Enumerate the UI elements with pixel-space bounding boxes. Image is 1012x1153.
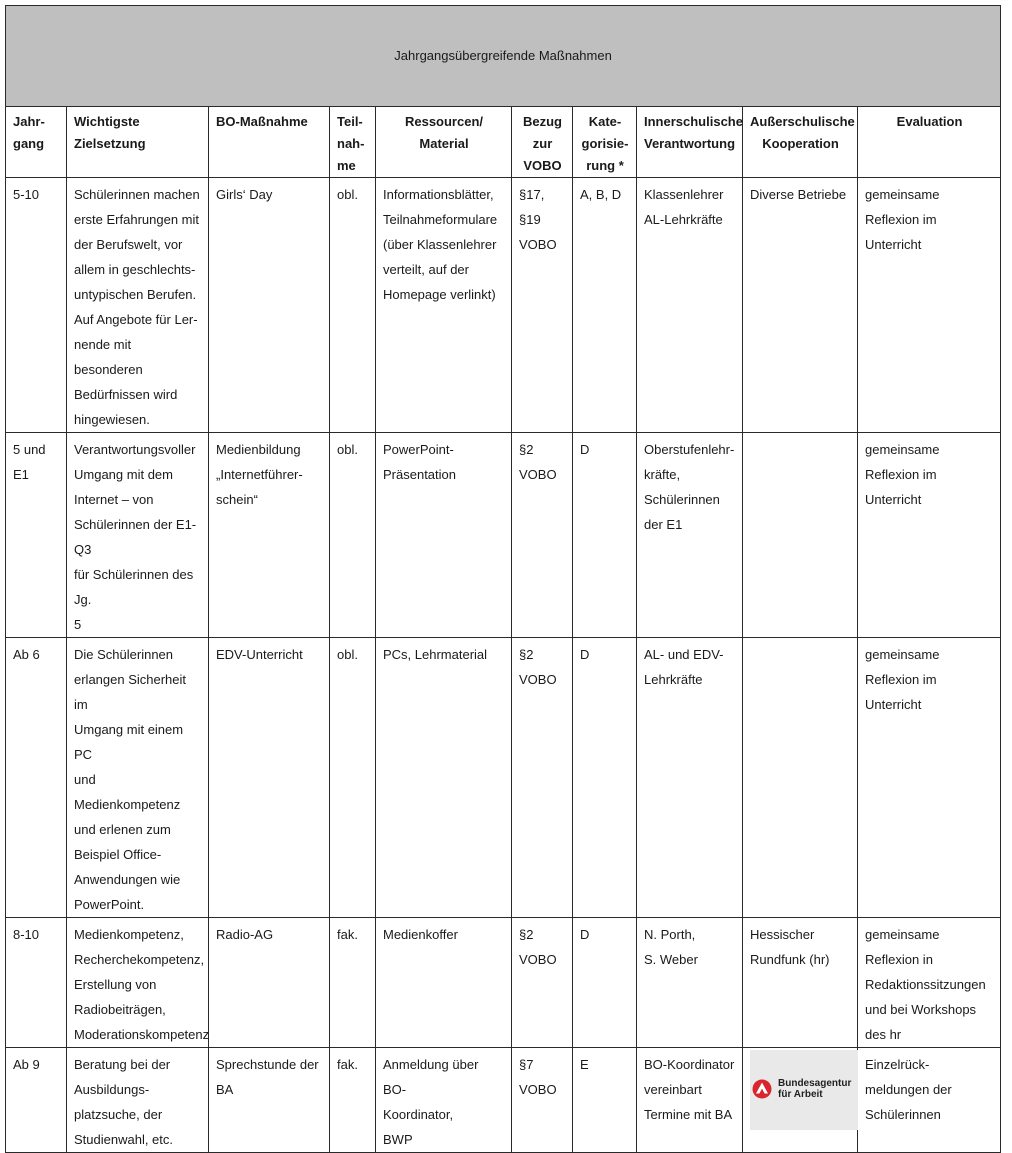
cell-line: Girls‘ Day xyxy=(216,187,273,202)
header-evaluation xyxy=(858,107,1001,178)
cell-line: Ausbildungs- xyxy=(74,1082,150,1097)
cell-line: nende mit besonderen xyxy=(74,337,143,377)
cell-line: §2 xyxy=(519,442,534,457)
cell-ausserschulisch xyxy=(743,433,858,638)
cell-line: PowerPoint. xyxy=(74,897,145,912)
cell-line: Medienkoffer xyxy=(383,927,458,942)
cell-line: 5 und E1 xyxy=(13,442,46,482)
cell-line: Studienwahl, etc. xyxy=(74,1132,174,1147)
cell-line: Die Schülerinnen xyxy=(74,647,174,662)
cell-line: allem in geschlechts- xyxy=(74,262,196,277)
header-innerschulisch xyxy=(637,107,743,178)
cell-line: A, B, D xyxy=(580,187,622,202)
cell-line: Informationsblätter, xyxy=(383,187,494,202)
cell-ausserschulisch xyxy=(743,178,858,433)
cell-line: Termine mit BA xyxy=(644,1107,733,1122)
cell-line: VOBO xyxy=(519,467,557,482)
cell-line: und Medienkompetenz xyxy=(74,772,181,812)
table-row xyxy=(6,638,1001,918)
header-zielsetzung xyxy=(67,107,209,178)
cell-line: Unterricht xyxy=(865,492,922,507)
logo-line-2: für Arbeit xyxy=(778,1089,823,1100)
cell-line: gemeinsame xyxy=(865,442,940,457)
cell-line: Präsentation xyxy=(383,467,456,482)
cell-ressourcen xyxy=(376,433,512,638)
cell-line: Schülerinnen der E1-Q3 xyxy=(74,517,197,557)
cell-line: der Berufswelt, vor xyxy=(74,237,183,252)
cell-teilnahme xyxy=(330,178,376,433)
cell-line: Homepage verlinkt) xyxy=(383,287,496,302)
cell-line: 8-10 xyxy=(13,927,40,942)
cell-line: Umgang mit einem PC xyxy=(74,722,184,762)
cell-line: Anwendungen wie xyxy=(74,872,181,887)
cell-line: „Internetführer- xyxy=(216,467,303,482)
cell-line: §2 xyxy=(519,647,534,662)
cell-line: Reflexion im xyxy=(865,672,937,687)
cell-line: kräfte, xyxy=(644,467,681,482)
cell-line: §7 xyxy=(519,1057,534,1072)
header-line: BO-Maßnahme xyxy=(216,114,308,129)
bundesagentur-arrow-icon xyxy=(752,1079,772,1099)
cell-line: Rundfunk (hr) xyxy=(750,952,830,967)
cell-line: Radiobeiträgen, xyxy=(74,1002,166,1017)
cell-zielsetzung xyxy=(67,178,209,433)
cell-line: und bei Workshops xyxy=(865,1002,977,1017)
cell-line: Recherchekompetenz, xyxy=(74,952,205,967)
cell-line: BO-Koordinator xyxy=(644,1057,735,1072)
cell-line: gemeinsame xyxy=(865,927,940,942)
cell-line: des hr xyxy=(865,1027,902,1042)
cell-line: Beispiel Office- xyxy=(74,847,162,862)
cell-bezug-vobo xyxy=(512,918,573,1048)
cell-line: Ab 9 xyxy=(13,1057,40,1072)
cell-line: und erlenen zum xyxy=(74,822,171,837)
cell-line: Unterricht xyxy=(865,237,922,252)
header-kategorisierung xyxy=(573,107,637,178)
cell-line: 5-10 xyxy=(13,187,40,202)
cell-line: D xyxy=(580,927,590,942)
cell-jahrgang xyxy=(6,178,67,433)
cell-line: schein“ xyxy=(216,492,258,507)
cell-line: für Schülerinnen des Jg. xyxy=(74,567,194,607)
cell-line: Reflexion im xyxy=(865,467,937,482)
cell-line: D xyxy=(580,442,590,457)
cell-innerschulisch xyxy=(637,1048,743,1153)
cell-jahrgang xyxy=(6,918,67,1048)
header-ausserschulisch xyxy=(743,107,858,178)
cell-line: fak. xyxy=(337,1057,358,1072)
cell-kategorisierung xyxy=(573,1048,637,1153)
cell-line: Klassenlehrer xyxy=(644,187,724,202)
cell-zielsetzung xyxy=(67,918,209,1048)
header-line: nah- xyxy=(337,136,365,151)
cell-line: Verantwortungsvoller xyxy=(74,442,196,457)
header-line: Jahr- xyxy=(13,114,45,129)
cell-bo-massnahme xyxy=(209,178,330,433)
cell-line: Medienkompetenz, xyxy=(74,927,184,942)
table-title: Jahrgangsübergreifende Maßnahmen xyxy=(6,6,1001,107)
header-line: zur xyxy=(532,136,553,151)
cell-line: (über Klassenlehrer xyxy=(383,237,497,252)
cell-line: obl. xyxy=(337,647,358,662)
cell-line: AL- und EDV- xyxy=(644,647,724,662)
cell-line: Auf Angebote für Ler- xyxy=(74,312,198,327)
header-bezug-vobo xyxy=(512,107,573,178)
cell-evaluation xyxy=(858,918,1001,1048)
cell-bezug-vobo xyxy=(512,638,573,918)
header-line: gang xyxy=(13,136,45,151)
bundesagentur-logo xyxy=(750,1050,858,1130)
table-row xyxy=(6,178,1001,433)
cell-line: Teilnahmeformulare xyxy=(383,212,498,227)
cell-line: Sprechstunde der xyxy=(216,1057,319,1072)
cell-line: verteilt, auf der xyxy=(383,262,469,277)
cell-line: Umgang mit dem xyxy=(74,467,173,482)
cell-bo-massnahme xyxy=(209,638,330,918)
cell-line: der E1 xyxy=(644,517,683,532)
header-line: Ressourcen/ xyxy=(404,114,484,129)
cell-kategorisierung xyxy=(573,178,637,433)
cell-jahrgang xyxy=(6,1048,67,1153)
cell-line: Einzelrück- xyxy=(865,1057,930,1072)
header-ressourcen xyxy=(376,107,512,178)
header-line: Kate- xyxy=(588,114,622,129)
table-row xyxy=(6,1048,1001,1153)
cell-line: fak. xyxy=(337,927,358,942)
cell-ressourcen xyxy=(376,638,512,918)
cell-zielsetzung xyxy=(67,433,209,638)
cell-evaluation xyxy=(858,1048,1001,1153)
header-line: Bezug xyxy=(523,114,562,129)
header-line: Wichtigste Zielsetzung xyxy=(74,114,146,151)
cell-line: N. Porth, xyxy=(644,927,696,942)
cell-evaluation xyxy=(858,178,1001,433)
cell-line: BWP xyxy=(383,1132,413,1147)
measures-table xyxy=(5,5,1001,1153)
cell-line: Erstellung von xyxy=(74,977,157,992)
header-line: Evaluation xyxy=(896,114,963,129)
cell-line: E xyxy=(580,1057,589,1072)
cell-ressourcen xyxy=(376,178,512,433)
header-bo-massnahme xyxy=(209,107,330,178)
cell-line: D xyxy=(580,647,590,662)
cell-line: hingewiesen. xyxy=(74,412,150,427)
cell-line: Koordinator, xyxy=(383,1107,454,1122)
cell-line: S. Weber xyxy=(644,952,698,967)
cell-line: Anmeldung über BO- xyxy=(383,1057,479,1097)
cell-line: Schülerinnen machen xyxy=(74,187,200,202)
cell-innerschulisch xyxy=(637,433,743,638)
cell-line: VOBO xyxy=(519,237,557,252)
cell-bezug-vobo xyxy=(512,1048,573,1153)
cell-line: Hessischer xyxy=(750,927,815,942)
cell-line: EDV-Unterricht xyxy=(216,647,303,662)
header-line: me xyxy=(337,158,356,173)
cell-line: PCs, Lehrmaterial xyxy=(383,647,488,662)
cell-line: VOBO xyxy=(519,952,557,967)
header-line: VOBO xyxy=(523,158,562,173)
header-row xyxy=(6,107,1001,178)
cell-line: Bedürfnissen wird xyxy=(74,387,178,402)
cell-line: platzsuche, der xyxy=(74,1107,163,1122)
cell-line: VOBO xyxy=(519,672,557,687)
header-teilnahme xyxy=(330,107,376,178)
header-line: Teil- xyxy=(337,114,363,129)
header-line: Verantwortung xyxy=(644,136,736,151)
cell-ausserschulisch xyxy=(743,638,858,918)
cell-line: Lehrkräfte xyxy=(644,672,703,687)
cell-bezug-vobo xyxy=(512,433,573,638)
cell-line: Schülerinnen xyxy=(644,492,720,507)
cell-line: obl. xyxy=(337,442,358,457)
table-row xyxy=(6,433,1001,638)
cell-evaluation xyxy=(858,433,1001,638)
cell-ausserschulisch xyxy=(743,918,858,1048)
cell-line: 5 xyxy=(74,617,82,632)
cell-jahrgang xyxy=(6,638,67,918)
cell-line: gemeinsame xyxy=(865,187,940,202)
table-row xyxy=(6,918,1001,1048)
header-line: Innerschulische xyxy=(644,114,743,129)
cell-kategorisierung xyxy=(573,433,637,638)
cell-line: Oberstufenlehr- xyxy=(644,442,735,457)
header-line: Außerschulische xyxy=(750,114,855,129)
cell-innerschulisch xyxy=(637,918,743,1048)
cell-jahrgang xyxy=(6,433,67,638)
header-line: gorisie- xyxy=(581,136,629,151)
cell-line: Reflexion in xyxy=(865,952,933,967)
cell-line: gemeinsame xyxy=(865,647,940,662)
cell-line: Medienbildung xyxy=(216,442,301,457)
cell-kategorisierung xyxy=(573,638,637,918)
cell-line: erlangen Sicherheit im xyxy=(74,672,187,712)
cell-teilnahme xyxy=(330,1048,376,1153)
document-page xyxy=(5,5,1000,1153)
cell-zielsetzung xyxy=(67,638,209,918)
cell-innerschulisch xyxy=(637,178,743,433)
cell-line: obl. xyxy=(337,187,358,202)
cell-line: Ab 6 xyxy=(13,647,40,662)
cell-line: Reflexion im xyxy=(865,212,937,227)
cell-zielsetzung xyxy=(67,1048,209,1153)
cell-line: BA xyxy=(216,1082,234,1097)
cell-line: Redaktionssitzungen xyxy=(865,977,986,992)
cell-bo-massnahme xyxy=(209,433,330,638)
cell-line: VOBO xyxy=(519,1082,557,1097)
cell-line: untypischen Berufen. xyxy=(74,287,197,302)
cell-line: meldungen der xyxy=(865,1082,952,1097)
cell-teilnahme xyxy=(330,433,376,638)
cell-kategorisierung xyxy=(573,918,637,1048)
header-line: Material xyxy=(419,136,469,151)
cell-line: Radio-AG xyxy=(216,927,274,942)
cell-teilnahme xyxy=(330,918,376,1048)
cell-line: Internet – von xyxy=(74,492,154,507)
cell-innerschulisch xyxy=(637,638,743,918)
cell-line: §17, §19 xyxy=(519,187,545,227)
cell-line: PowerPoint- xyxy=(383,442,454,457)
cell-teilnahme xyxy=(330,638,376,918)
cell-ressourcen xyxy=(376,1048,512,1153)
header-line: rung * xyxy=(586,158,624,173)
cell-evaluation xyxy=(858,638,1001,918)
cell-bo-massnahme xyxy=(209,1048,330,1153)
cell-ausserschulisch xyxy=(743,1048,858,1153)
cell-line: §2 xyxy=(519,927,534,942)
cell-ressourcen xyxy=(376,918,512,1048)
cell-line: Diverse Betriebe xyxy=(750,187,847,202)
cell-line: Unterricht xyxy=(865,697,922,712)
cell-line: AL-Lehrkräfte xyxy=(644,212,723,227)
header-jahrgang xyxy=(6,107,67,178)
header-line: Kooperation xyxy=(762,136,839,151)
cell-bo-massnahme xyxy=(209,918,330,1048)
cell-line: Moderationskompetenz xyxy=(74,1027,210,1042)
cell-line: erste Erfahrungen mit xyxy=(74,212,200,227)
cell-line: Beratung bei der xyxy=(74,1057,171,1072)
cell-line: vereinbart xyxy=(644,1082,702,1097)
logo-line-1: Bundesagentur xyxy=(778,1078,852,1089)
cell-bezug-vobo xyxy=(512,178,573,433)
cell-line: Schülerinnen xyxy=(865,1107,941,1122)
